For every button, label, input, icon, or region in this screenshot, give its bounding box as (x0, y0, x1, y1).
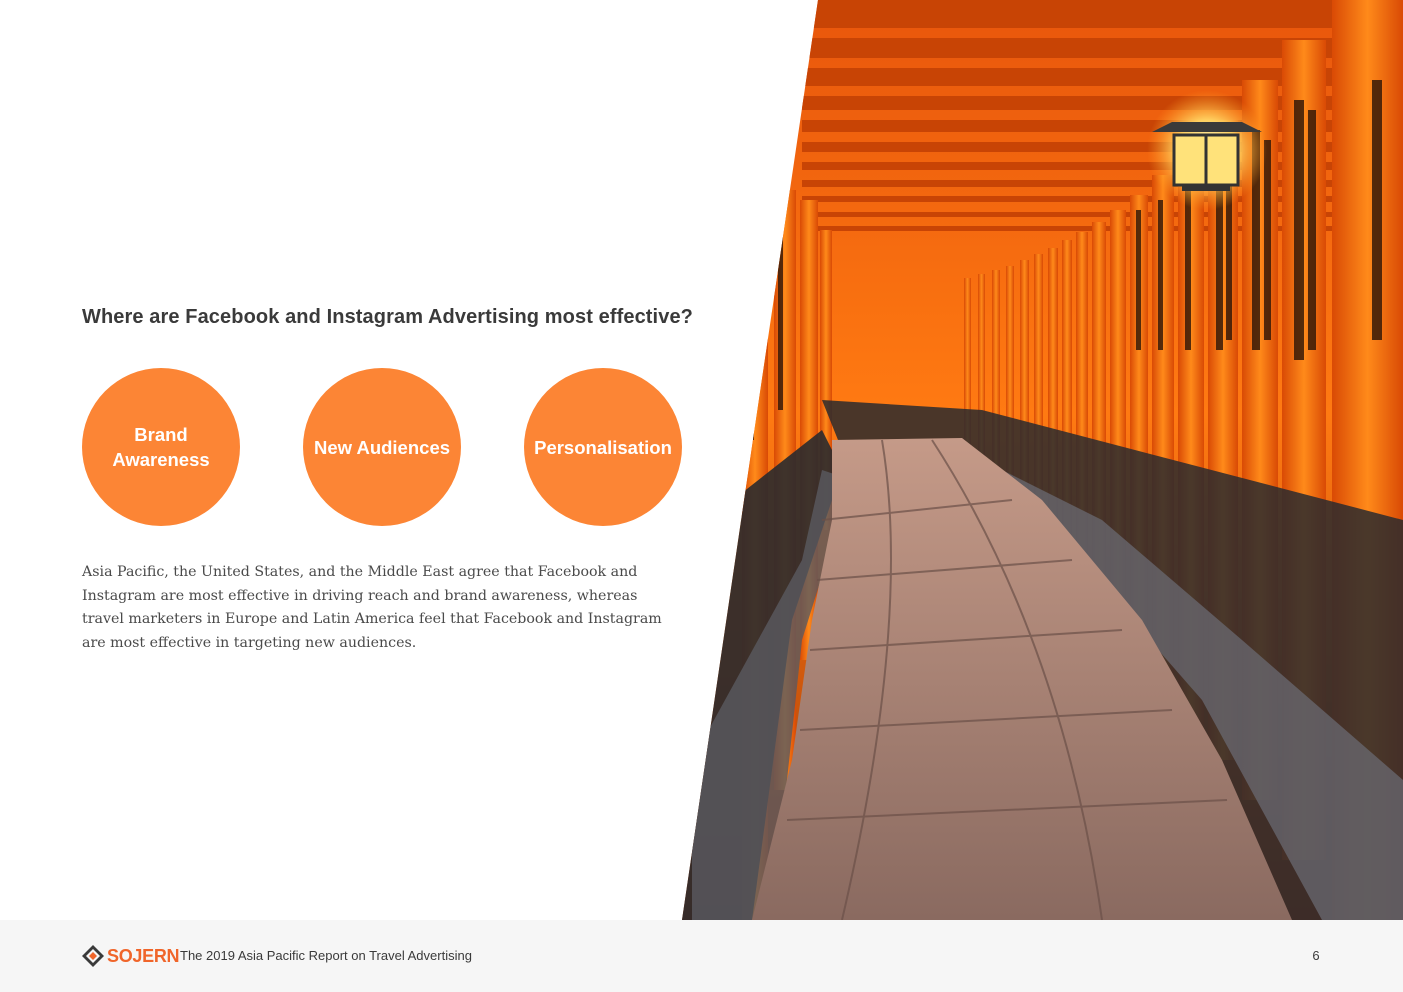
torii-gate-path-photo (682, 0, 1403, 920)
brand-awareness-circle (82, 368, 240, 526)
brand-name: SOJERN (107, 945, 180, 966)
sojern-logo (82, 945, 179, 967)
new-audiences-circle (303, 368, 461, 526)
circle-label: New Audiences (313, 436, 451, 458)
page-heading: Where are Facebook and Instagram Advertising most effective? (82, 306, 693, 328)
personalisation-circle (524, 368, 682, 526)
footer-report-title: The 2019 Asia Pacific Report on Travel Advertising (180, 948, 472, 963)
circle-label: Brand Awareness (112, 424, 210, 470)
body-paragraph: Asia Pacific, the United States, and the Middle East agree that Facebook and Instagram are most effective in driving reach and brand awareness, whereas travel marketers in Europe and Latin America feel that Facebook and Instagram are most effective in targeting new audiences. (82, 564, 662, 651)
page-number: 6 (1312, 948, 1320, 963)
sojern-logo-icon (82, 945, 104, 967)
circle-label: Personalisation (534, 436, 672, 458)
